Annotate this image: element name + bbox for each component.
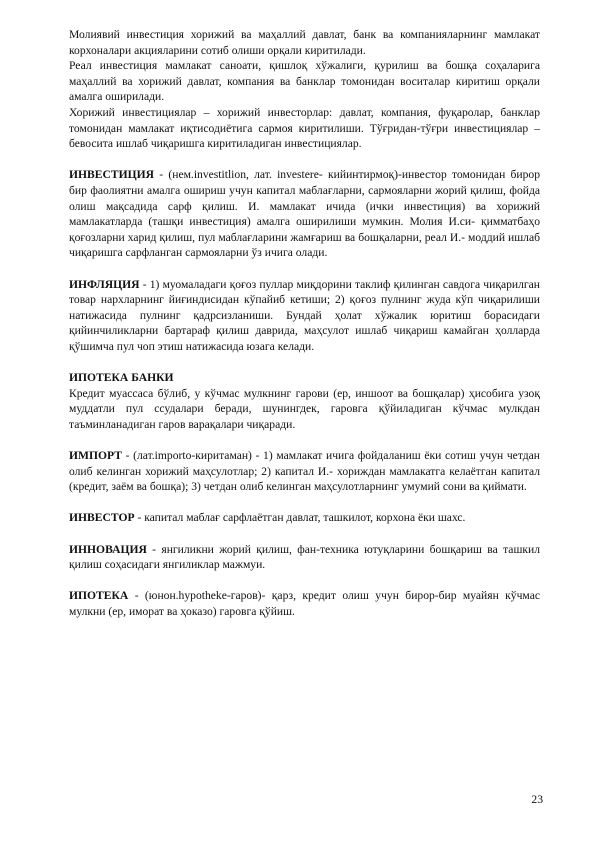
glossary-definition: - янгиликни жорий қилиш, фан-техника ютуқларини бошқариш ва ташкил қилиш соҳасидаги янгиликлар мажмуи. — [69, 542, 540, 572]
glossary-entry-investor — [69, 510, 540, 526]
paragraph-real-investment: Реал инвестиция мамлакат саноати, қишлоқ хўжалиги, қурилиш ва бошқа соҳаларига маҳаллий ва хорижий давлат, компания ва банклар томонидан воситалар киритиш орқали амалга оширилади. — [69, 59, 540, 104]
glossary-term: ИНВЕСТИЦИЯ — [69, 168, 155, 182]
glossary-term: ИННОВАЦИЯ — [69, 542, 147, 556]
document-page — [69, 27, 540, 620]
glossary-term: ИПОТЕКА — [69, 589, 129, 603]
glossary-entry-import — [69, 448, 540, 495]
glossary-definition: - 1) муомаладаги қоғоз пуллар миқдорини таклиф қилинган савдога чиқарилган товар нархларнинг йиғиндисидан кўпайиб кетиши; 2) қоғоз пулнинг жуда кўп чиқарилиши натижасида пулнинг қадрсизланиши. Бундай ҳолат хўжалик юритиш борасидаги қийинчиликларни бартараф қилиш даврида, маҳсулот ишлаб чиқариш камайган ҳолларда қўшимча пул чоп этиш натижасида юзага келади. — [69, 277, 540, 353]
glossary-definition: - (нем.investitlion, лат. investere- кийинтирмоқ)-инвестор томонидан бирор бир фаолиятни амалга ошириш учун капитал маблағларни, сармояларни жорий қилиш, фойда олиш мақсадида сарф қилиш. И. мамлакат ичида (ички инвестиция) ва хорижий мамлакатларда (ташқи инвестиция) амалга оширилиши мумкин. Молия И.си- қимматбаҳо қоғозларни харид қилиш, пул маблағларини жамғариш ва бошқаларни, реал И.- моддий ишлаб чиқаришга сарфланган сармояларни ўз ичига олади. — [69, 168, 540, 260]
glossary-definition: - (лат.importo-киритаман) - 1) мамлакат ичига фойдаланиш ёки сотиш учун четдан олиб келинган хорижий маҳсулотлар; 2) капитал И.- хориждан мамлакатга келаётган капитал (кредит, заём ва бошқа); 3) четдан олиб келинган маҳсулотларнинг умумий сони ва қиймати. — [69, 449, 540, 494]
glossary-definition: - (юнон.hypotheke-гаров)- қарз, кредит олиш учун бирор-бир муайян кўчмас мулкни (ер, иморат ва ҳоказо) гаровга қўйиш. — [69, 589, 540, 618]
glossary-entry-inflyatsiya — [69, 277, 540, 355]
section-heading-ipoteka-banki: ИПОТЕКА БАНКИ — [69, 371, 174, 385]
glossary-term: ИНФЛЯЦИЯ — [69, 277, 140, 291]
paragraph-foreign-investment: Хорижий инвестициялар – хорижий инвесторлар: давлат, компания, фуқаролар, банклар томонидан мамлакат иқтисодиётига сармоя киритилиши. Тўғридан-тўғри инвестициялар – бевосита ишлаб чиқаришга киритиладиган инвестициялар. — [69, 105, 540, 151]
glossary-entry-ipoteka — [69, 588, 540, 619]
paragraph-financial-investment: Молиявий инвестиция хорижий ва маҳаллий давлат, банк ва компанияларнинг мамлакат корхоналари акцияларини сотиб олиши орқали киритилади. — [69, 28, 540, 57]
page-number: 23 — [531, 793, 543, 806]
glossary-term: ИМПОРТ — [69, 449, 122, 463]
glossary-entry-investitsiya — [69, 167, 540, 261]
glossary-term: ИНВЕСТОР — [69, 511, 135, 525]
glossary-definition: - капитал маблағ сарфлаётган давлат, ташкилот, корхона ёки шахс. — [134, 511, 466, 525]
glossary-entry-innovatsiya — [69, 542, 540, 573]
paragraph-ipoteka-banki: Кредит муассаса бўлиб, у кўчмас мулкнинг гарови (ер, иншоот ва бошқалар) ҳисобига узоқ муддатли пул ссудалари беради, шунингдек, гаровга қўйиладиган кўчмас мулкдан таъминланадиган гаров варақалари чиқаради. — [69, 386, 540, 431]
